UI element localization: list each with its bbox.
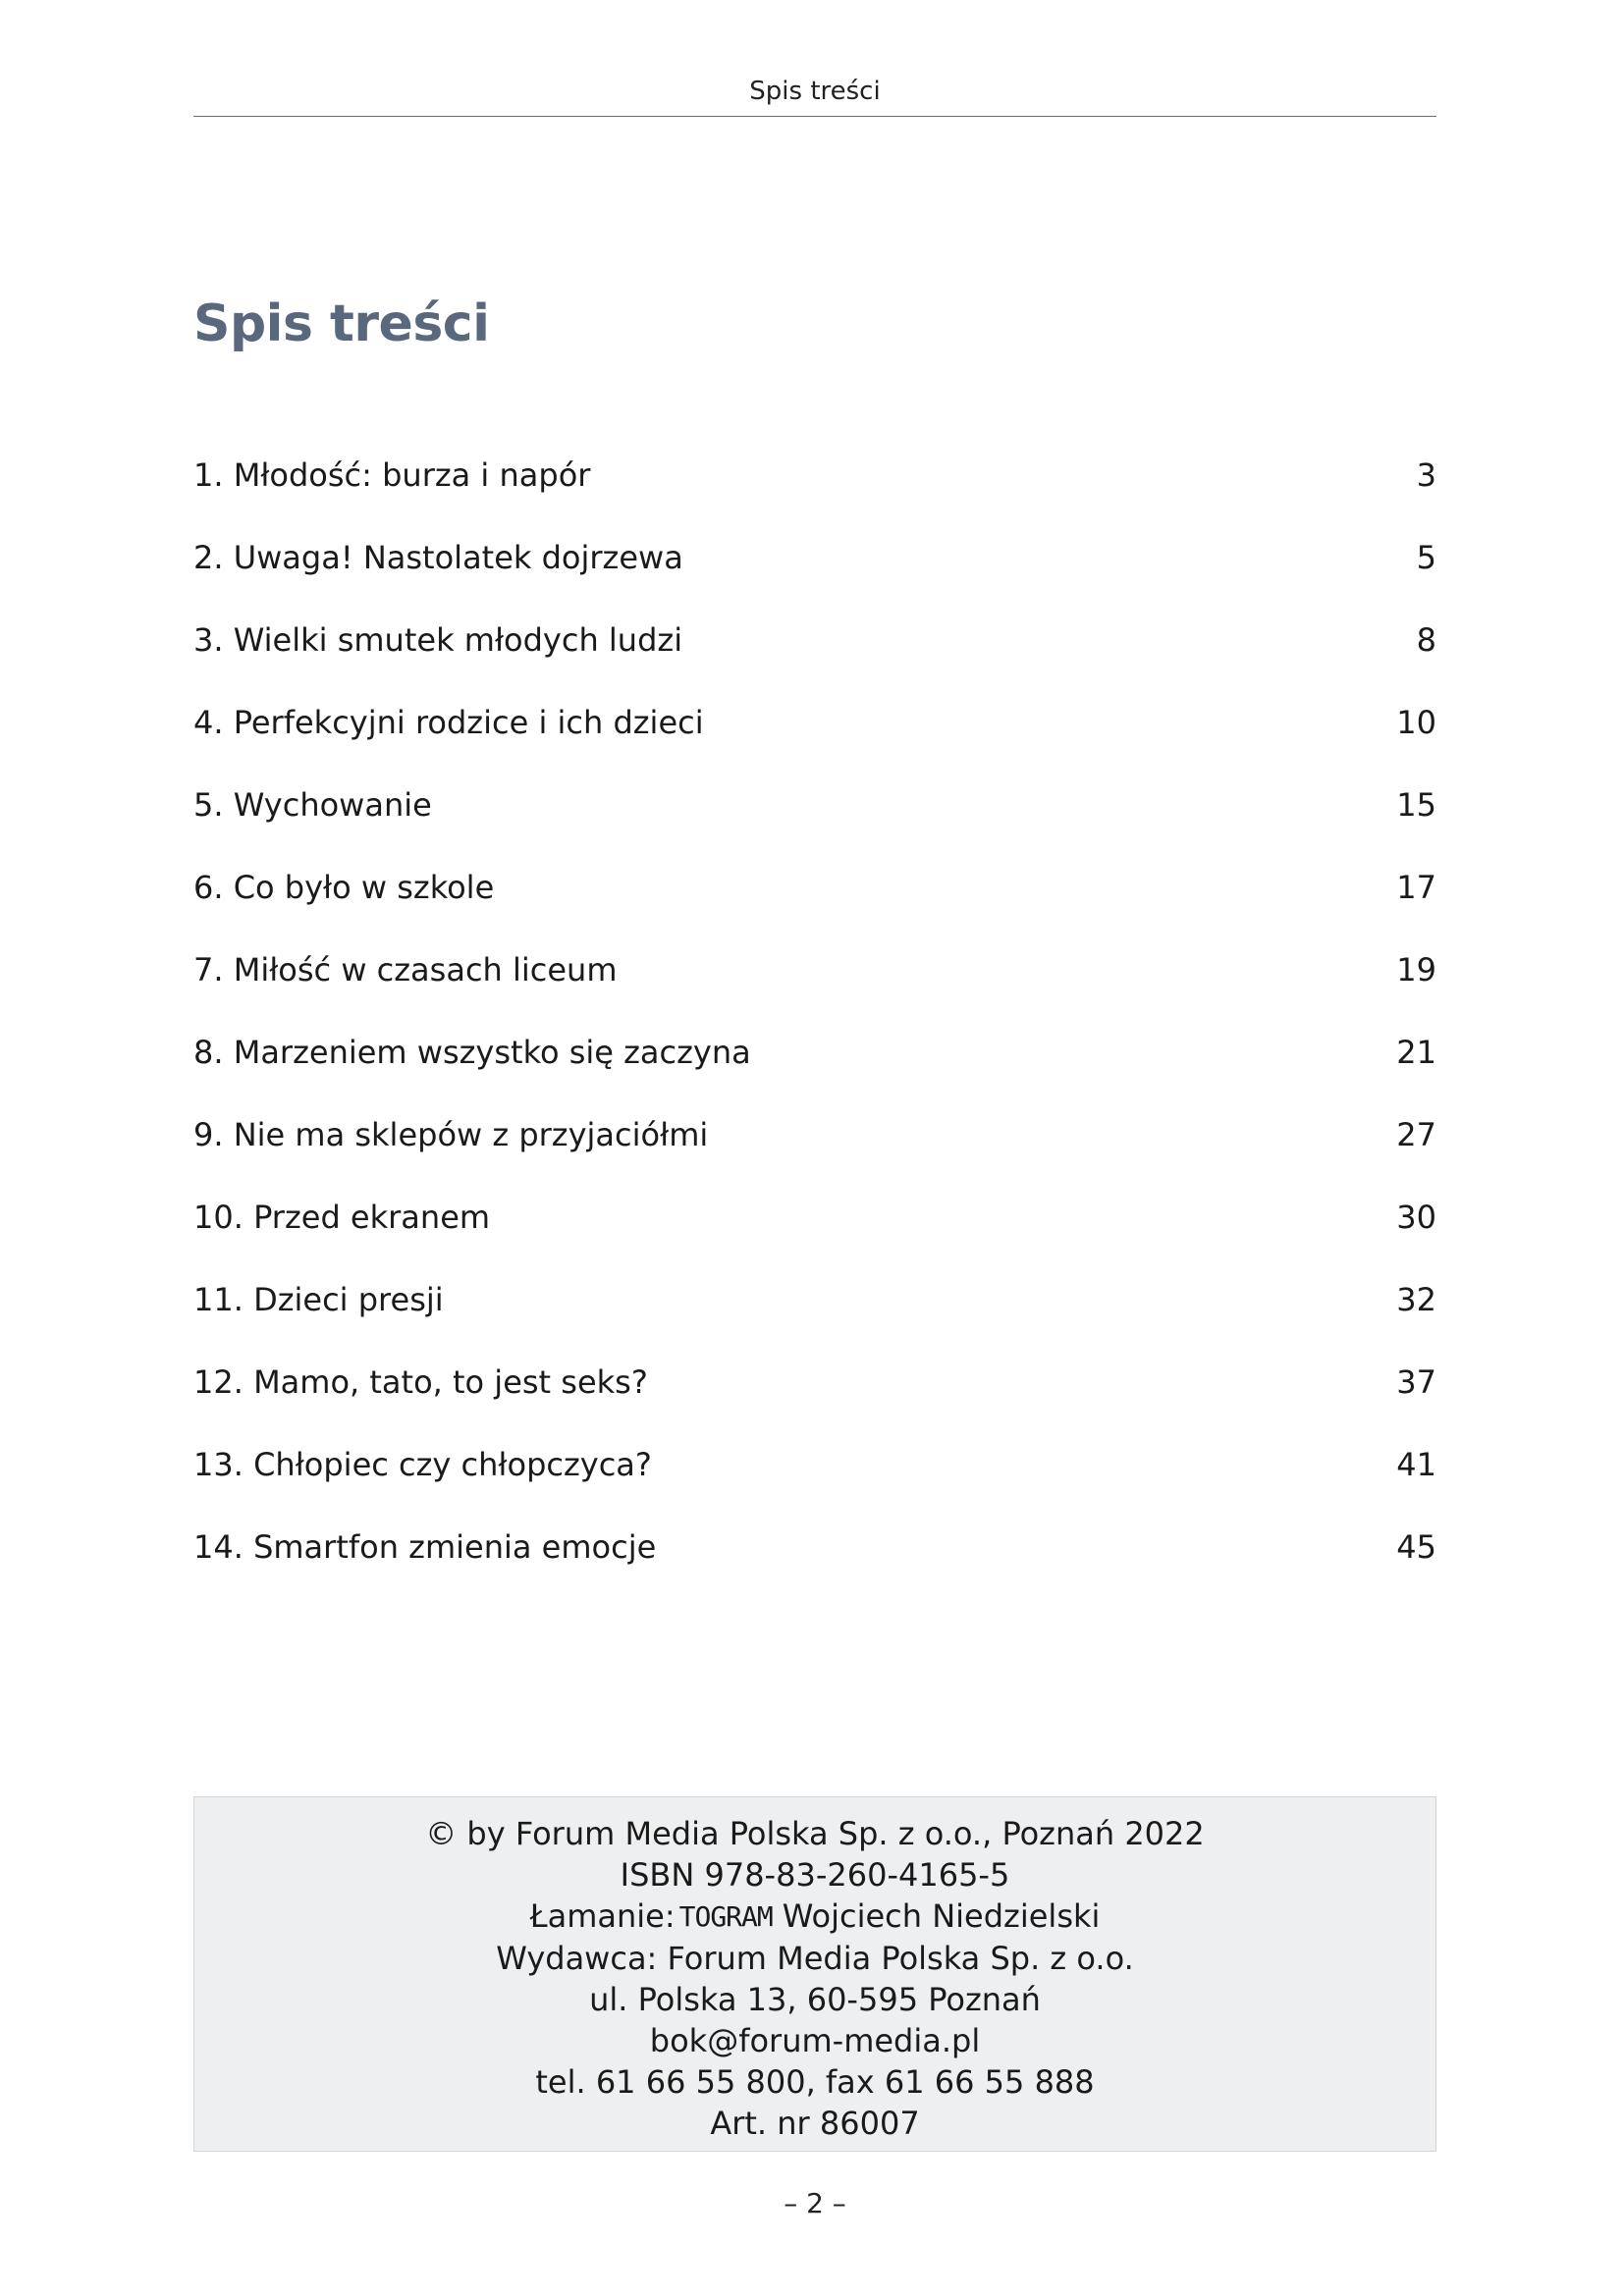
address-line: ul. Polska 13, 60-595 Poznań	[589, 1981, 1041, 2018]
article-number-line: Art. nr 86007	[710, 2105, 920, 2142]
toc-entry-page: 8	[1416, 621, 1436, 659]
typesetting-label: Łamanie:	[529, 1897, 676, 1935]
page-title: Spis treści	[193, 294, 490, 353]
toc-entry[interactable]	[193, 929, 1436, 1011]
toc-entry-label: 6. Co było w szkole	[193, 869, 495, 906]
page-number: – 2 –	[784, 2187, 846, 2219]
toc-entry-label: 12. Mamo, tato, to jest seks?	[193, 1363, 648, 1401]
toc-entry-page: 10	[1396, 704, 1436, 741]
toc-entry[interactable]	[193, 599, 1436, 681]
toc-entry[interactable]	[193, 1176, 1436, 1258]
toc-entry-label: 10. Przed ekranem	[193, 1199, 491, 1236]
copyright-line: © by Forum Media Polska Sp. z o.o., Poznań 2022	[425, 1815, 1205, 1852]
toc-entry-page: 3	[1416, 456, 1436, 494]
toc-entry-page: 27	[1396, 1116, 1436, 1153]
toc-entry[interactable]	[193, 1341, 1436, 1423]
toc-entry-label: 3. Wielki smutek młodych ludzi	[193, 621, 683, 659]
toc-entry-page: 37	[1396, 1363, 1436, 1401]
toc-entry-label: 7. Miłość w czasach liceum	[193, 951, 618, 988]
toc-entry-page: 5	[1416, 539, 1436, 576]
toc-entry[interactable]	[193, 681, 1436, 764]
toc-entry[interactable]	[193, 516, 1436, 599]
running-header: Spis treści	[749, 77, 881, 106]
toc-entry-label: 2. Uwaga! Nastolatek dojrzewa	[193, 539, 683, 576]
toc-entry[interactable]	[193, 1258, 1436, 1341]
publisher-line: Wydawca: Forum Media Polska Sp. z o.o.	[496, 1940, 1134, 1977]
toc-entry-label: 13. Chłopiec czy chłopczyca?	[193, 1446, 652, 1483]
imprint-box	[193, 1796, 1436, 2152]
toc-entry-label: 4. Perfekcyjni rodzice i ich dzieci	[193, 704, 704, 741]
typesetting-line	[194, 1896, 1435, 1938]
toc-entry-label: 14. Smartfon zmienia emocje	[193, 1528, 657, 1566]
toc-entry-page: 41	[1396, 1446, 1436, 1483]
toc-entry-label: 8. Marzeniem wszystko się zaczyna	[193, 1034, 751, 1071]
typesetter-logo: TOGRAM	[678, 1900, 773, 1933]
phone-line: tel. 61 66 55 800, fax 61 66 55 888	[535, 2063, 1095, 2101]
toc-entry[interactable]	[193, 434, 1436, 516]
header-rule	[193, 116, 1436, 117]
toc-entry-page: 32	[1396, 1281, 1436, 1318]
toc-entry[interactable]	[193, 1423, 1436, 1506]
toc-entry-label: 9. Nie ma sklepów z przyjaciółmi	[193, 1116, 709, 1153]
toc-entry-page: 15	[1396, 786, 1436, 824]
toc-entry-page: 45	[1396, 1528, 1436, 1566]
typesetter-name: Wojciech Niedzielski	[782, 1897, 1101, 1935]
toc-entry-label: 5. Wychowanie	[193, 786, 432, 824]
toc-entry-page: 17	[1396, 869, 1436, 906]
toc-entry-page: 19	[1396, 951, 1436, 988]
toc-entry[interactable]	[193, 1506, 1436, 1588]
toc-entry[interactable]	[193, 764, 1436, 846]
toc-entry-page: 21	[1396, 1034, 1436, 1071]
isbn-line: ISBN 978-83-260-4165-5	[620, 1856, 1010, 1894]
email-line[interactable]: bok@forum-media.pl	[649, 2022, 981, 2059]
toc-entry-page: 30	[1396, 1199, 1436, 1236]
toc-entry[interactable]	[193, 846, 1436, 929]
toc-entry-label: 1. Młodość: burza i napór	[193, 456, 591, 494]
table-of-contents	[193, 434, 1436, 1588]
toc-entry-label: 11. Dzieci presji	[193, 1281, 444, 1318]
toc-entry[interactable]	[193, 1094, 1436, 1176]
toc-entry[interactable]	[193, 1011, 1436, 1094]
